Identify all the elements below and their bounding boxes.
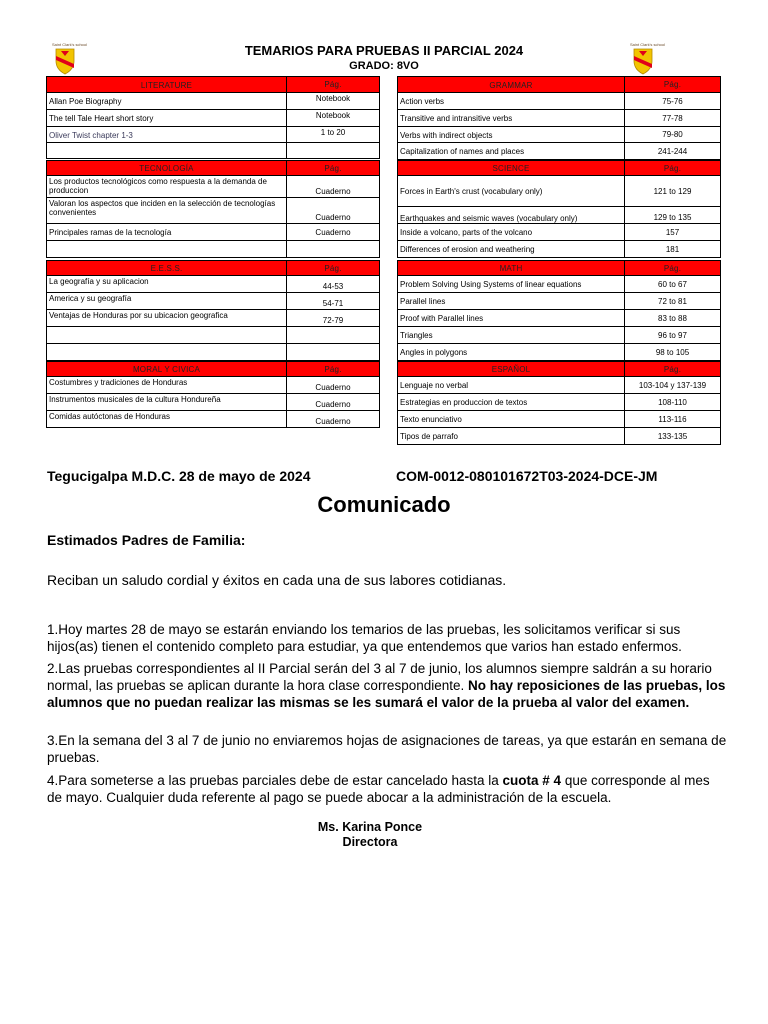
page-ref: Notebook xyxy=(315,94,351,103)
table-row xyxy=(46,175,380,198)
topic-text: The tell Tale Heart short story xyxy=(49,114,154,123)
page-ref: Cuaderno xyxy=(315,417,351,426)
school-logo-caption: Saint Clark's school xyxy=(630,42,665,47)
page-ref: 113-116 xyxy=(658,414,687,424)
page-ref: 72 to 81 xyxy=(658,296,687,306)
topic-text: Estrategias en produccion de textos xyxy=(400,398,528,407)
table-row xyxy=(397,223,721,241)
topic-text: Valoran los aspectos que inciden en la selección de tecnologías convenientes xyxy=(49,199,276,217)
table-row xyxy=(46,393,380,411)
page-ref: Notebook xyxy=(315,111,351,120)
topic-text: Los productos tecnológicos como respuesta a la demanda de produccion xyxy=(49,177,267,195)
topic-text: America y su geografía xyxy=(49,294,132,303)
page-ref: 75-76 xyxy=(662,96,683,106)
table-row xyxy=(46,240,380,258)
table-row xyxy=(397,427,721,445)
page-ref: 77-78 xyxy=(662,113,683,123)
section-header-grammar xyxy=(397,76,721,93)
table-row xyxy=(46,142,380,159)
subject-label: LITERATURE xyxy=(140,80,193,90)
paragraph-4-text-b: que corresponde al mes de mayo. Cualquier duda referente al pago se puede abocar a la administración de la escuela. xyxy=(47,773,710,805)
topic-text: Angles in polygons xyxy=(400,348,468,357)
subject-label: E.E.S.S. xyxy=(150,264,183,273)
page-ref: 121 to 129 xyxy=(653,186,692,196)
table-row xyxy=(46,343,380,361)
page-ref: 1 to 20 xyxy=(320,128,346,137)
table-row xyxy=(46,126,380,143)
topic-text: Capitalization of names and places xyxy=(400,147,525,156)
subject-label: SCIENCE xyxy=(492,164,530,173)
subject-label: MORAL Y CIVICA xyxy=(132,365,201,374)
signer-role: Directora xyxy=(342,835,398,849)
paragraph-3: 3.En la semana del 3 al 7 de junio no enviaremos hojas de asignaciones de tareas, ya que estarán en semana de pruebas. xyxy=(47,733,727,765)
page-ref: 79-80 xyxy=(662,130,683,139)
topic-text: Action verbs xyxy=(400,97,445,106)
pag-label: Pág. xyxy=(663,364,682,374)
topic-text: Forces in Earth's crust (vocabulary only) xyxy=(400,187,543,196)
topic-text: Oliver Twist chapter 1-3 xyxy=(49,130,133,140)
table-row xyxy=(46,410,380,428)
section-header-literature xyxy=(46,76,380,93)
page-ref: Cuaderno xyxy=(315,213,351,222)
paragraph-2-emphasis: No hay reposiciones de las pruebas, los alumnos que no puedan realizar las mismas se les sumará el valor de la prueba al valor del examen. xyxy=(47,678,726,710)
page-ref: Cuaderno xyxy=(315,227,351,237)
topic-text: Ventajas de Honduras por su ubicacion geografica xyxy=(49,311,228,320)
table-row xyxy=(46,326,380,344)
intro-paragraph: Reciban un saludo cordial y éxitos en cada una de sus labores cotidianas. xyxy=(47,572,507,588)
page-ref: Cuaderno xyxy=(315,400,351,409)
place-date: Tegucigalpa M.D.C. 28 de mayo de 2024 xyxy=(47,468,311,484)
section-header-espanol xyxy=(397,361,721,377)
topic-text: Earthquakes and seismic waves (vocabulary only) xyxy=(400,214,578,223)
topic-text: Differences of erosion and weathering xyxy=(400,245,535,254)
table-row xyxy=(46,292,380,310)
page-ref: 54-71 xyxy=(322,299,344,308)
pag-label: Pág. xyxy=(324,80,342,89)
table-row xyxy=(397,410,721,428)
grade-label: GRADO: 8VO xyxy=(349,60,419,72)
paragraph-2-text: 2.Las pruebas correspondientes al II Parcial serán del 3 al 7 de junio, los alumnos siempre saldrán a su horario normal, las pruebas se aplican durante la hora clase correspondiente. xyxy=(47,661,712,693)
pag-label: Pág. xyxy=(324,163,342,173)
table-row xyxy=(397,393,721,411)
paragraph-1: 1.Hoy martes 28 de mayo se estarán enviando los temarios de las pruebas, les solicitamos verificar si sus hijos(as) tienen el contenido completo para estudiar, ya que entendemos que varios han estado enfermos. xyxy=(47,622,682,654)
paragraph-4-emphasis: cuota # 4 xyxy=(502,773,562,788)
page-ref: 181 xyxy=(665,244,680,254)
topic-text: Triangles xyxy=(400,331,433,340)
page-ref: 60 to 67 xyxy=(658,279,687,289)
topic-text: Inside a volcano, parts of the volcano xyxy=(400,228,533,237)
page-ref: 129 to 135 xyxy=(653,213,692,222)
greeting: Estimados Padres de Familia: xyxy=(47,532,246,548)
pag-label: Pág. xyxy=(663,163,682,173)
page-ref: 133-135 xyxy=(657,431,688,441)
table-row xyxy=(397,92,721,110)
page-ref: 83 to 88 xyxy=(658,313,687,323)
pag-label: Pág. xyxy=(663,80,682,89)
table-row xyxy=(46,92,380,110)
page-ref: 157 xyxy=(665,227,680,237)
table-row xyxy=(397,175,721,207)
section-header-science xyxy=(397,160,721,176)
topic-text: Texto enunciativo xyxy=(400,415,462,424)
document-title: TEMARIOS PARA PRUEBAS II PARCIAL 2024 xyxy=(244,43,524,58)
subject-label: MATH xyxy=(499,264,523,273)
page-ref: 241-244 xyxy=(657,146,688,156)
topic-text: Instrumentos musicales de la cultura Hondureña xyxy=(49,395,221,404)
topic-text: Comidas autóctonas de Honduras xyxy=(49,412,170,421)
page-ref: 108-110 xyxy=(658,397,687,407)
signer-name: Ms. Karina Ponce xyxy=(317,820,423,834)
page-ref: 103-104 y 137-139 xyxy=(638,380,707,390)
topic-text: Verbs with indirect objects xyxy=(400,130,493,140)
table-row xyxy=(397,343,721,361)
table-row xyxy=(397,376,721,394)
paragraph-2 xyxy=(47,660,727,711)
table-row xyxy=(397,206,721,224)
table-row xyxy=(46,275,380,293)
table-row xyxy=(397,292,721,310)
section-header-math xyxy=(397,260,721,276)
page-ref: Cuaderno xyxy=(315,383,351,392)
table-row xyxy=(46,223,380,241)
table-row xyxy=(397,126,721,143)
page-ref: Cuaderno xyxy=(315,187,351,196)
table-row xyxy=(46,109,380,127)
reference-code: COM-0012-080101672T03-2024-DCE-JM xyxy=(396,468,658,484)
subject-label: TECNOLOGÍA xyxy=(139,164,194,173)
page-ref: 44-53 xyxy=(322,282,344,291)
section-header-tecnologia xyxy=(46,160,380,176)
pag-label: Pág. xyxy=(324,364,342,374)
topic-text: Tipos de parrafo xyxy=(400,432,458,441)
topic-text: Parallel lines xyxy=(400,297,446,306)
table-row xyxy=(46,309,380,327)
table-row xyxy=(397,109,721,127)
topic-text: Costumbres y tradiciones de Honduras xyxy=(49,378,188,387)
table-row xyxy=(46,197,380,224)
pag-label: Pág. xyxy=(663,263,682,273)
subject-label: GRAMMAR xyxy=(489,80,533,90)
topic-text: Problem Solving Using Systems of linear equations xyxy=(400,280,582,289)
page-ref: 96 to 97 xyxy=(658,330,687,340)
topic-text: Transitive and intransitive verbs xyxy=(400,114,513,123)
pag-label: Pág. xyxy=(324,263,342,273)
table-row xyxy=(397,326,721,344)
table-row xyxy=(46,376,380,394)
letter-heading: Comunicado xyxy=(317,492,451,517)
paragraph-4 xyxy=(47,772,727,806)
subject-label: ESPAÑOL xyxy=(491,365,531,374)
topic-text: Lenguaje no verbal xyxy=(400,381,469,390)
table-row xyxy=(397,275,721,293)
topic-text: Allan Poe Biography xyxy=(49,97,122,106)
table-row xyxy=(397,240,721,258)
topic-text: Proof with Parallel lines xyxy=(400,314,484,323)
paragraph-4-text-a: 4.Para someterse a las pruebas parciales debe de estar cancelado hasta la xyxy=(47,773,499,788)
table-row xyxy=(397,142,721,160)
page-ref: 72-79 xyxy=(322,316,344,325)
section-header-moral-civica xyxy=(46,361,380,377)
topic-text: Principales ramas de la tecnología xyxy=(49,228,172,237)
section-header-eess xyxy=(46,260,380,276)
page-ref: 98 to 105 xyxy=(655,347,690,357)
school-logo-caption: Saint Clark's school xyxy=(52,42,87,47)
table-row xyxy=(397,309,721,327)
topic-text: La geografía y su aplicacion xyxy=(49,277,149,286)
